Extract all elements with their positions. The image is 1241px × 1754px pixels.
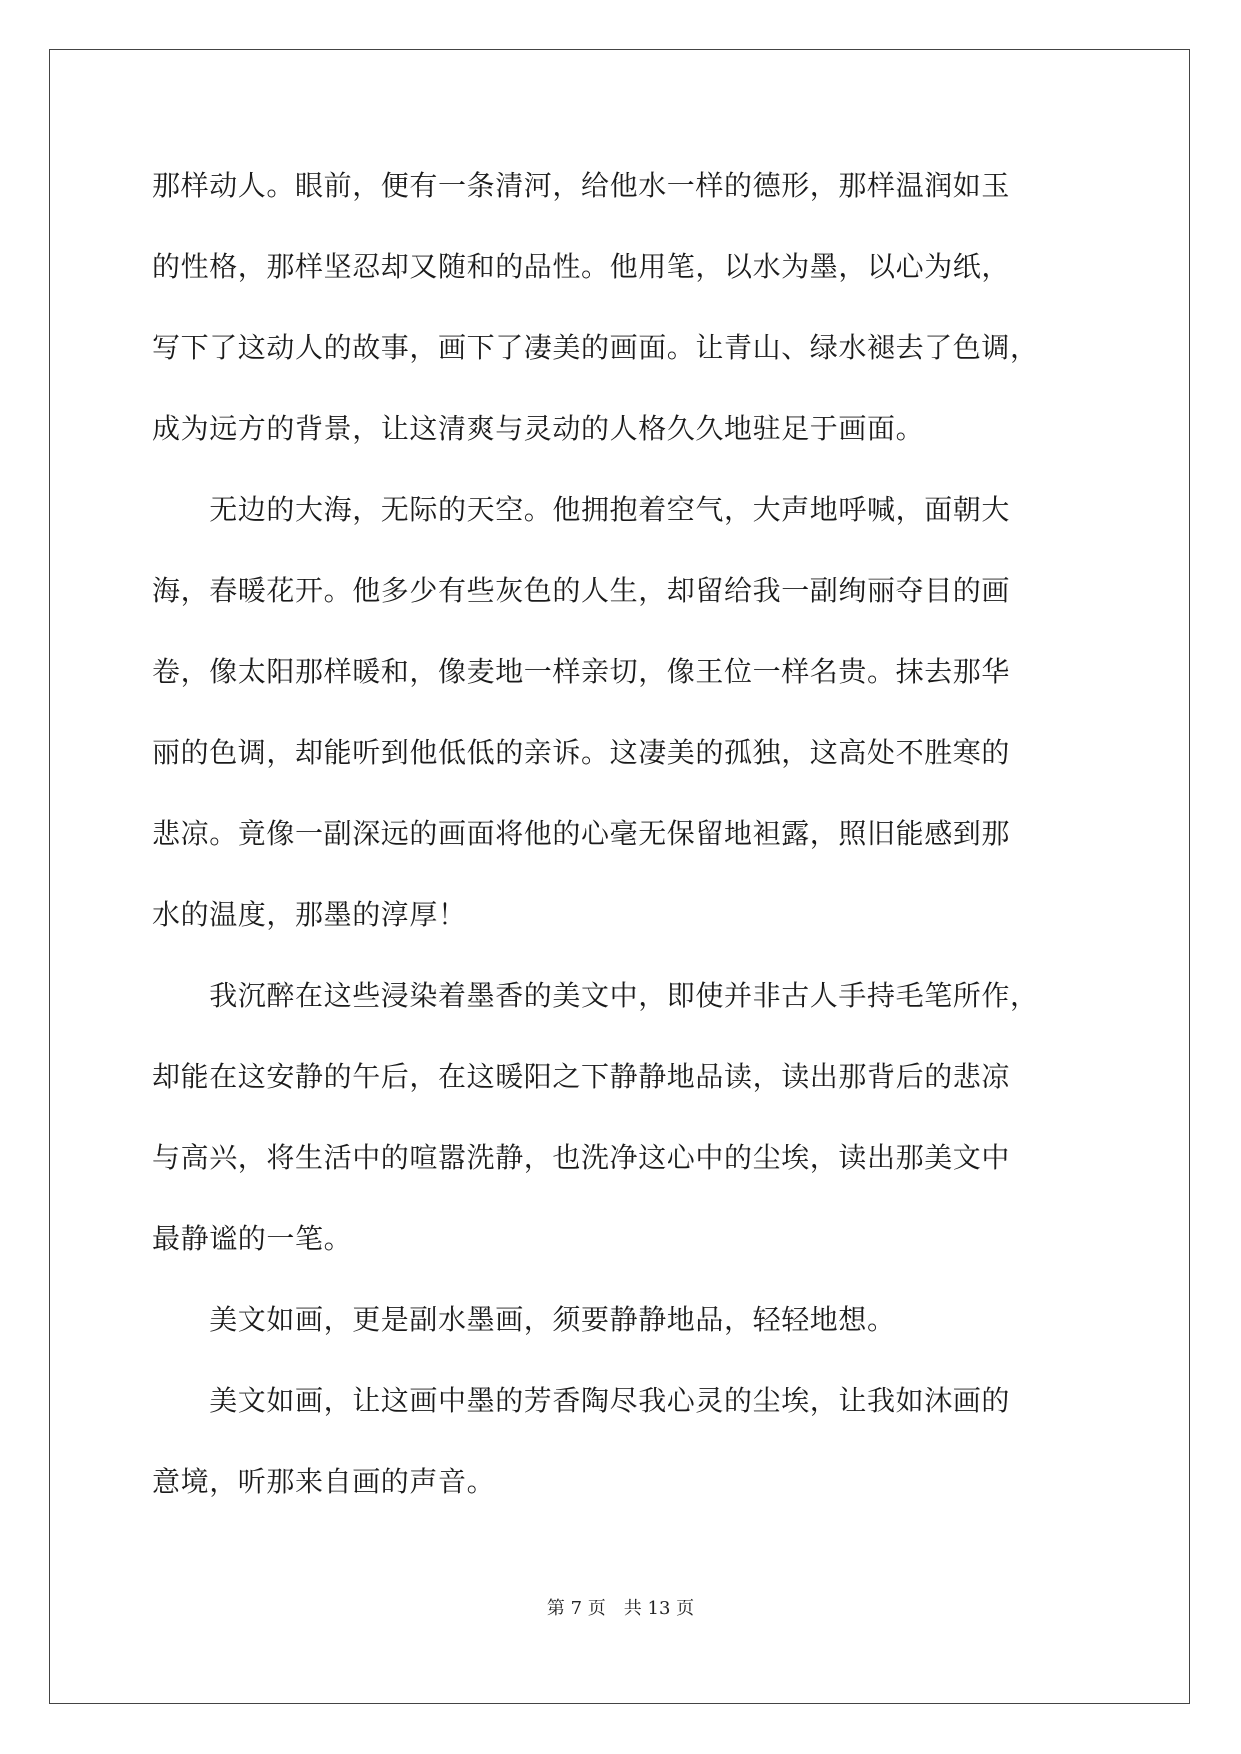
text-line: 却能在这安静的午后，在这暖阳之下静静地品读，读出那背后的悲凉 — [152, 1060, 1011, 1093]
text-line: 水的温度，那墨的淳厚！ — [152, 898, 467, 931]
text-line: 海，春暖花开。他多少有些灰色的人生，却留给我一副绚丽夺目的画 — [152, 574, 1011, 607]
text-line: 与高兴，将生活中的喧嚣洗静，也洗净这心中的尘埃，读出那美文中 — [152, 1141, 1011, 1174]
page-border — [49, 49, 1190, 1704]
text-line: 美文如画，更是副水墨画，须要静静地品，轻轻地想。 — [152, 1303, 896, 1336]
text-line: 丽的色调，却能听到他低低的亲诉。这凄美的孤独，这高处不胜寒的 — [152, 736, 1011, 769]
text-line: 卷，像太阳那样暖和，像麦地一样亲切，像王位一样名贵。抹去那华 — [152, 655, 1011, 688]
text-line: 成为远方的背景，让这清爽与灵动的人格久久地驻足于画面。 — [152, 412, 925, 445]
text-line: 美文如画，让这画中墨的芳香陶尽我心灵的尘埃，让我如沐画的 — [152, 1384, 1011, 1417]
text-line: 悲凉。竟像一副深远的画面将他的心毫无保留地袒露，照旧能感到那 — [152, 817, 1011, 850]
text-line: 意境，听那来自画的声音。 — [152, 1465, 496, 1498]
text-line: 的性格，那样坚忍却又随和的品性。他用笔，以水为墨，以心为纸， — [152, 250, 1011, 283]
text-line: 写下了这动人的故事，画下了凄美的画面。让青山、绿水褪去了色调， — [152, 331, 1039, 364]
text-line: 最静谧的一笔。 — [152, 1222, 353, 1255]
page-number: 第 7 页 共 13 页 — [546, 1598, 695, 1619]
text-line: 无边的大海，无际的天空。他拥抱着空气，大声地呼喊，面朝大 — [152, 493, 1011, 526]
text-line: 那样动人。眼前，便有一条清河，给他水一样的德形，那样温润如玉 — [152, 169, 1011, 202]
text-line: 我沉醉在这些浸染着墨香的美文中，即使并非古人手持毛笔所作， — [152, 979, 1039, 1012]
